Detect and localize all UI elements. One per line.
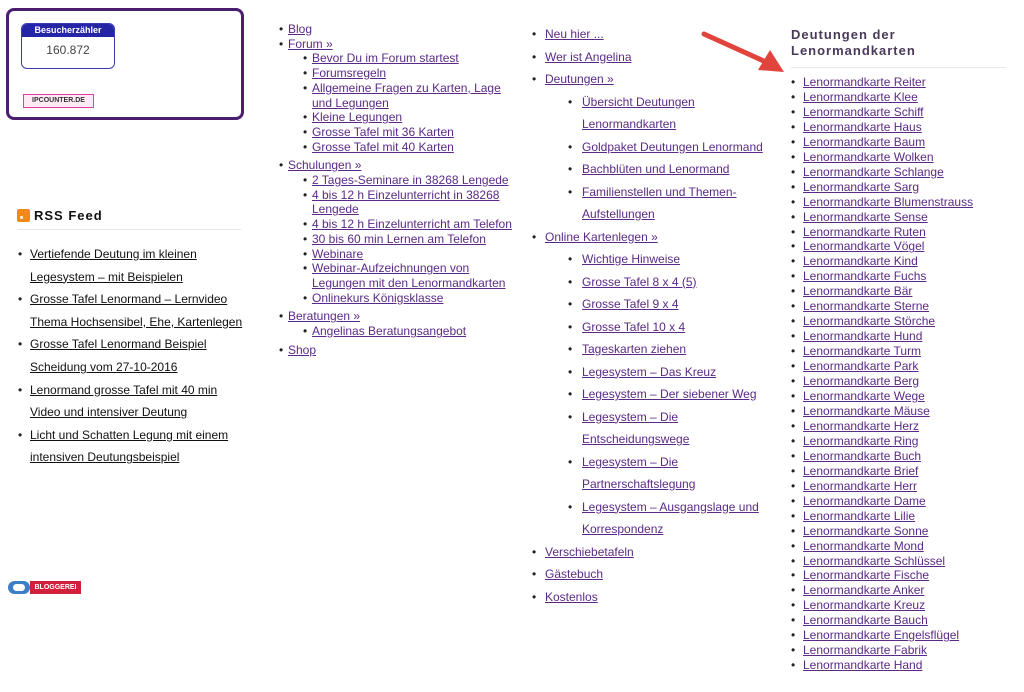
nav-item-shop: [279, 343, 519, 358]
card-link[interactable]: Lenormandkarte Turm: [803, 344, 922, 359]
list-item: [545, 496, 772, 541]
list-item: [18, 333, 243, 378]
card-link[interactable]: Lenormandkarte Schlüssel: [803, 553, 946, 568]
nav-item-verschiebetafeln: [532, 541, 772, 564]
list-item: [791, 195, 1011, 210]
submenu-link[interactable]: Bevor Du im Forum startest: [312, 51, 459, 66]
list-item: [545, 181, 772, 226]
nav-link-blog[interactable]: Blog: [288, 22, 313, 36]
nav-link-deutungen[interactable]: Deutungen »: [545, 72, 614, 86]
list-item: [791, 419, 1011, 434]
speech-bubble-icon: [8, 581, 30, 594]
ipcounter-badge-link[interactable]: IPCOUNTER.DE: [23, 94, 94, 108]
card-link[interactable]: Lenormandkarte Hund: [803, 329, 923, 344]
list-item: [791, 239, 1011, 254]
submenu-link[interactable]: Legesystem – Das Kreuz: [582, 364, 717, 379]
card-link[interactable]: Lenormandkarte Brief: [803, 463, 919, 478]
nav-item-forum: [279, 37, 519, 155]
list-item: [545, 271, 772, 294]
card-link[interactable]: Lenormandkarte Störche: [803, 314, 936, 329]
submenu-link[interactable]: Grosse Tafel 10 x 4: [582, 319, 686, 334]
list-item: [288, 173, 519, 188]
list-item: [791, 404, 1011, 419]
card-link[interactable]: Lenormandkarte Hand: [803, 658, 923, 673]
rss-list: [18, 243, 243, 469]
nav-link-schulungen[interactable]: Schulungen »: [288, 158, 362, 173]
nav-item-beratungen: [279, 309, 519, 338]
list-item: [288, 66, 519, 81]
list-item: [791, 554, 1011, 569]
card-link[interactable]: Lenormandkarte Dame: [803, 493, 926, 508]
list-item: [791, 509, 1011, 524]
list-item: [791, 643, 1011, 658]
list-item: [288, 232, 519, 247]
list-item: [791, 598, 1011, 613]
list-item: [545, 91, 772, 136]
card-link[interactable]: Lenormandkarte Fabrik: [803, 643, 928, 658]
nav-link-online[interactable]: Online Kartenlegen »: [545, 229, 658, 244]
list-item: [791, 75, 1011, 90]
submenu-link[interactable]: Legesystem – Die Entscheidungswege: [582, 409, 690, 446]
list-item: [288, 81, 519, 110]
list-item: [791, 299, 1011, 314]
visitor-counter-widget: [6, 8, 244, 120]
submenu-link[interactable]: Goldpaket Deutungen Lenormand: [582, 139, 763, 154]
beratungen-submenu: [288, 324, 519, 339]
list-item: [791, 524, 1011, 539]
card-link[interactable]: Lenormandkarte Lilie: [803, 508, 916, 523]
nav-link-shop[interactable]: Shop: [288, 342, 317, 357]
counter-header: Besucherzähler: [22, 24, 114, 37]
submenu-link[interactable]: Grosse Tafel mit 40 Karten: [312, 139, 454, 154]
list-item: [288, 110, 519, 125]
main-nav-1: [279, 22, 519, 357]
list-item: [791, 135, 1011, 150]
list-item: [545, 361, 772, 384]
nav-item-deutungen: [532, 68, 772, 226]
list-item: [18, 288, 243, 333]
submenu-link[interactable]: Legesystem – Der siebener Weg: [582, 387, 757, 401]
nav-link-verschiebetafeln[interactable]: Verschiebetafeln: [545, 544, 634, 559]
list-item: [791, 254, 1011, 269]
nav-link-gaestebuch[interactable]: Gästebuch: [545, 567, 604, 581]
list-item: [791, 284, 1011, 299]
list-item: [288, 291, 519, 306]
list-item: [791, 210, 1011, 225]
list-item: [791, 389, 1011, 404]
list-item: [791, 479, 1011, 494]
card-link[interactable]: Lenormandkarte Park: [803, 359, 919, 374]
list-item: [791, 90, 1011, 105]
bloggerei-badge-link[interactable]: [8, 581, 81, 594]
rss-link[interactable]: Grosse Tafel Lenormand – Lernvideo Thema Hochsensibel, Ehe, Kartenlegen: [30, 292, 243, 329]
list-item: [288, 247, 519, 262]
counter-value: 160.872: [46, 43, 90, 57]
list-item: [791, 269, 1011, 284]
submenu-link[interactable]: Legesystem – Ausgangslage und Korrespondenz: [582, 499, 759, 536]
card-link[interactable]: Lenormandkarte Ring: [803, 433, 919, 448]
list-item: [18, 379, 243, 424]
card-link[interactable]: Lenormandkarte Sonne: [803, 523, 929, 538]
list-item: [791, 613, 1011, 628]
list-item: [791, 628, 1011, 643]
submenu-link[interactable]: Familienstellen und Themen-Aufstellungen: [582, 184, 737, 221]
list-item: [18, 424, 243, 469]
card-link[interactable]: Lenormandkarte Haus: [803, 119, 922, 134]
card-link[interactable]: Lenormandkarte Fische: [803, 568, 930, 583]
nav-item-gaestebuch: [532, 563, 772, 586]
rss-link[interactable]: Grosse Tafel Lenormand Beispiel Scheidung vom 27-10-2016: [30, 337, 207, 374]
list-item: [545, 451, 772, 496]
list-item: [791, 120, 1011, 135]
list-item: [288, 51, 519, 66]
list-item: [791, 344, 1011, 359]
nav-link-wer[interactable]: Wer ist Angelina: [545, 49, 632, 64]
submenu-link[interactable]: Grosse Tafel 8 x 4 (5): [582, 274, 697, 289]
card-link[interactable]: Lenormandkarte Mond: [803, 538, 924, 553]
card-link[interactable]: Lenormandkarte Buch: [803, 448, 922, 463]
submenu-link[interactable]: 4 bis 12 h Einzelunterricht in 38268 Lengede: [312, 187, 500, 217]
submenu-link[interactable]: Bachblüten und Lenormand: [582, 162, 730, 176]
schulungen-submenu: [288, 173, 519, 305]
list-item: [288, 140, 519, 155]
list-item: [545, 248, 772, 271]
card-link[interactable]: Lenormandkarte Mäuse: [803, 403, 930, 418]
card-link[interactable]: Lenormandkarte Engelsflügel: [803, 628, 960, 643]
visitor-counter: [21, 23, 115, 69]
rss-link[interactable]: Vertiefende Deutung im kleinen Legesystem – mit Beispielen: [30, 247, 197, 284]
nav-item-blog: [279, 22, 519, 37]
card-link[interactable]: Lenormandkarte Reiter: [803, 75, 926, 89]
nav-link-kostenlos[interactable]: Kostenlos: [545, 589, 598, 604]
card-link[interactable]: Lenormandkarte Wege: [803, 389, 925, 404]
list-item: [791, 314, 1011, 329]
deutungen-submenu: [545, 91, 772, 226]
card-link[interactable]: Lenormandkarte Schlange: [803, 164, 944, 179]
list-item: [791, 583, 1011, 598]
submenu-link[interactable]: Onlinekurs Königsklasse: [312, 290, 444, 305]
nav-link-beratungen[interactable]: Beratungen »: [288, 309, 361, 324]
card-link[interactable]: Lenormandkarte Bauch: [803, 613, 928, 628]
list-item: [18, 243, 243, 288]
list-item: [545, 316, 772, 339]
submenu-link[interactable]: 2 Tages-Seminare in 38268 Lengede: [312, 173, 509, 188]
card-link[interactable]: Lenormandkarte Vögel: [803, 239, 925, 254]
submenu-link[interactable]: 4 bis 12 h Einzelunterricht am Telefon: [312, 217, 512, 232]
card-link[interactable]: Lenormandkarte Kind: [803, 254, 918, 269]
bloggerei-label: BLOGGEREI: [30, 581, 81, 594]
rss-title: RSS Feed: [34, 208, 103, 223]
list-item: [288, 324, 519, 339]
submenu-link[interactable]: Grosse Tafel 9 x 4: [582, 297, 679, 311]
list-item: [791, 165, 1011, 180]
card-link[interactable]: Lenormandkarte Klee: [803, 89, 918, 104]
card-link[interactable]: Lenormandkarte Sterne: [803, 299, 930, 314]
list-item: [791, 105, 1011, 120]
card-link[interactable]: Lenormandkarte Herz: [803, 418, 920, 433]
submenu-link[interactable]: Legesystem – Die Partnerschaftslegung: [582, 454, 696, 491]
nav-item-schulungen: [279, 158, 519, 305]
annotation-arrow-icon: [700, 28, 788, 76]
card-link[interactable]: Lenormandkarte Anker: [803, 583, 925, 598]
nav-item-online: [532, 226, 772, 541]
forum-submenu: [288, 51, 519, 154]
list-item: [791, 359, 1011, 374]
rss-header: [17, 208, 241, 230]
list-item: [791, 658, 1011, 673]
list-item: [545, 406, 772, 451]
main-nav-2: [532, 23, 772, 608]
rss-link[interactable]: Lenormand grosse Tafel mit 40 min Video und intensiver Deutung: [30, 382, 218, 420]
list-item: [545, 158, 772, 181]
card-link[interactable]: Lenormandkarte Sarg: [803, 179, 920, 194]
submenu-link[interactable]: 30 bis 60 min Lernen am Telefon: [312, 231, 486, 246]
list-item: [791, 464, 1011, 479]
card-link[interactable]: Lenormandkarte Kreuz: [803, 598, 926, 613]
list-item: [288, 188, 519, 217]
cards-list: [791, 75, 1011, 673]
list-item: [791, 434, 1011, 449]
list-item: [791, 494, 1011, 509]
list-item: [545, 383, 772, 406]
list-item: [545, 293, 772, 316]
card-link[interactable]: Lenormandkarte Wolken: [803, 149, 934, 164]
card-link[interactable]: Lenormandkarte Sense: [803, 209, 928, 224]
card-link[interactable]: Lenormandkarte Ruten: [803, 224, 926, 239]
submenu-link[interactable]: Kleine Legungen: [312, 110, 403, 125]
card-link[interactable]: Lenormandkarte Baum: [803, 134, 926, 149]
submenu-link[interactable]: Webinar-Aufzeichnungen von Legungen mit den Lenormandkarten: [312, 261, 506, 290]
card-link[interactable]: Lenormandkarte Fuchs: [803, 269, 927, 284]
cards-section-title: Deutungen der Lenormandkarten: [791, 27, 1006, 68]
nav-link-neu[interactable]: Neu hier ...: [545, 27, 604, 41]
list-item: [288, 261, 519, 290]
submenu-link[interactable]: Wichtige Hinweise: [582, 252, 681, 266]
card-link[interactable]: Lenormandkarte Bär: [803, 284, 913, 299]
card-link[interactable]: Lenormandkarte Herr: [803, 478, 918, 493]
card-link[interactable]: Lenormandkarte Blumenstrauss: [803, 194, 974, 209]
list-item: [791, 568, 1011, 583]
list-item: [791, 374, 1011, 389]
submenu-link[interactable]: Tageskarten ziehen: [582, 342, 687, 356]
card-link[interactable]: Lenormandkarte Schiff: [803, 104, 924, 119]
list-item: [791, 539, 1011, 554]
list-item: [791, 180, 1011, 195]
list-item: [545, 136, 772, 159]
submenu-link[interactable]: Webinare: [312, 246, 364, 261]
list-item: [791, 150, 1011, 165]
submenu-link[interactable]: Grosse Tafel mit 36 Karten: [312, 124, 454, 139]
list-item: [545, 338, 772, 361]
online-submenu: [545, 248, 772, 541]
submenu-link[interactable]: Allgemeine Fragen zu Karten, Lage und Legungen: [312, 80, 501, 110]
submenu-link[interactable]: Übersicht Deutungen Lenormandkarten: [582, 94, 695, 131]
card-link[interactable]: Lenormandkarte Berg: [803, 374, 920, 389]
list-item: [791, 329, 1011, 344]
submenu-link[interactable]: Angelinas Beratungsangebot: [312, 324, 467, 339]
list-item: [288, 125, 519, 140]
submenu-link[interactable]: Forumsregeln: [312, 66, 387, 81]
nav-link-forum[interactable]: Forum »: [288, 36, 333, 51]
nav-item-kostenlos: [532, 586, 772, 609]
rss-icon: [17, 209, 30, 222]
rss-link[interactable]: Licht und Schatten Legung mit einem intensiven Deutungsbeispiel: [30, 427, 229, 465]
list-item: [791, 225, 1011, 240]
list-item: [791, 449, 1011, 464]
list-item: [288, 217, 519, 232]
